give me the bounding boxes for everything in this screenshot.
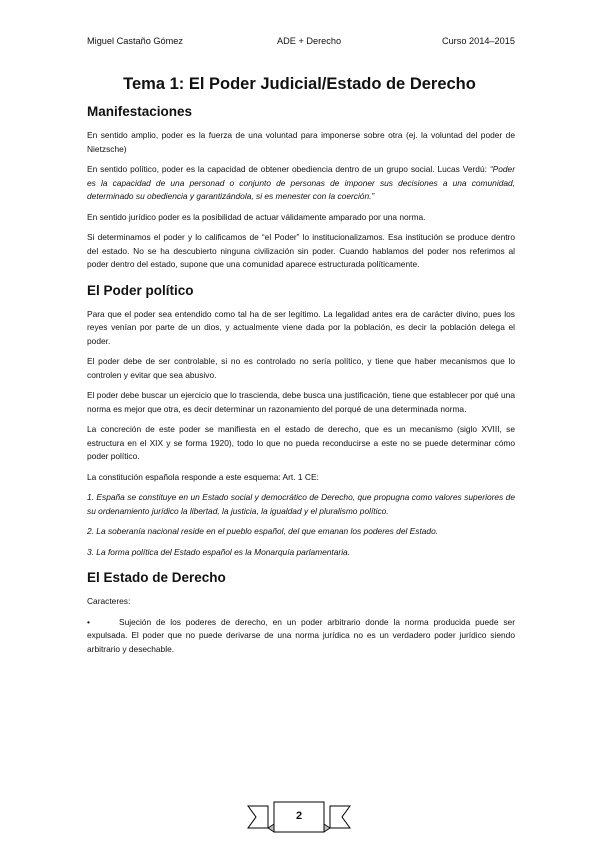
header-subject: ADE + Derecho <box>277 36 342 46</box>
paragraph <box>87 163 515 204</box>
paragraph: En sentido amplio, poder es la fuerza de una voluntad para imponerse sobre otra (ej. la voluntad del poder de Nietzsche) <box>87 130 515 154</box>
paragraph: El poder debe buscar un ejercicio que lo trascienda, debe busca una justificación, tiene que establecer por qué una norma es mejor que otra, es decir determinar un razonamiento del porqué de una determinada norma. <box>87 390 515 414</box>
paragraph: En sentido jurídico poder es la posibilidad de actuar válidamente amparado por una norma. <box>87 211 426 222</box>
constitution-article-3: 3. La forma política del Estado español es la Monarquía parlamentaria. <box>87 546 351 557</box>
page-number: 2 <box>295 810 303 822</box>
bullet-item <box>87 616 515 657</box>
paragraph-intro: En sentido político, poder es la capacidad de obtener obediencia dentro de un grupo social. Lucas Verdú: <box>87 164 490 174</box>
quote-lucas-verdu: “Poder es la capacidad de una personad o conjunto de personas de imponer sus decisiones a una comunidad, determinado su obediencia y garantizándola, si es menester con la coerción.” <box>87 164 515 201</box>
page-header <box>87 36 515 46</box>
bullet-symbol: • <box>87 616 90 627</box>
heading-poder-politico: El Poder político <box>87 282 194 298</box>
constitution-article-2: 2. La soberanía nacional reside en el pueblo español, del que emanan los poderes del Estado. <box>87 526 439 536</box>
paragraph: Para que el poder sea entendido como tal ha de ser legítimo. La legalidad antes era de carácter divino, pues los reyes venían por parte de un dios, y actualmente viene dada por la población, es decir la población delega el poder. <box>87 308 515 346</box>
heading-manifestaciones: Manifestaciones <box>87 104 193 119</box>
bullet-text: Sujeción de los poderes de derecho, en un poder arbitrario donde la norma producida puede ser expulsada. El poder que no puede derivarse de una norma jurídica no es un verdadero poder jurídico siendo arbitrario y desechable. <box>87 616 515 654</box>
paragraph: La constitución española responde a este esquema: Art. 1 CE: <box>87 471 319 482</box>
paragraph: La concreción de este poder se manifiesta en el estado de derecho, que es un mecanismo (siglo XVIII, se estructura en el XIX y se forma 1920), todo lo que no pueda reconducirse a este no se puede determinar cómo poder político. <box>87 424 515 461</box>
paragraph: El poder debe de ser controlable, si no es controlado no sería político, y tiene que haber mecanismos que lo controlen y evitar que sea abusivo. <box>87 356 515 380</box>
paragraph: Si determinamos el poder y lo calificamos de “el Poder” lo institucionalizamos. Esa institución se produce dentro del estado. No se ha descubierto ninguna civilización sin poder. Cuando hablamos del poder nos referimos al poder dentro del estado, supone que una comunidad aparece estructurada políticamente. <box>87 232 515 269</box>
paragraph-caracteres: Caracteres: <box>87 596 131 606</box>
page-number-ribbon <box>246 800 352 834</box>
heading-estado-derecho: El Estado de Derecho <box>87 570 226 585</box>
header-course: Curso 2014–2015 <box>441 36 515 46</box>
constitution-article-1: 1. España se constituye en un Estado social y democrático de Derecho, que propugna como valores superiores de su ordenamiento jurídico la libertad, la justicia, la igualdad y el pluralismo político. <box>87 492 515 516</box>
header-author: Miguel Castaño Gómez <box>87 36 184 46</box>
document-title: Tema 1: El Poder Judicial/Estado de Derecho <box>123 75 476 93</box>
document-body <box>87 103 515 663</box>
